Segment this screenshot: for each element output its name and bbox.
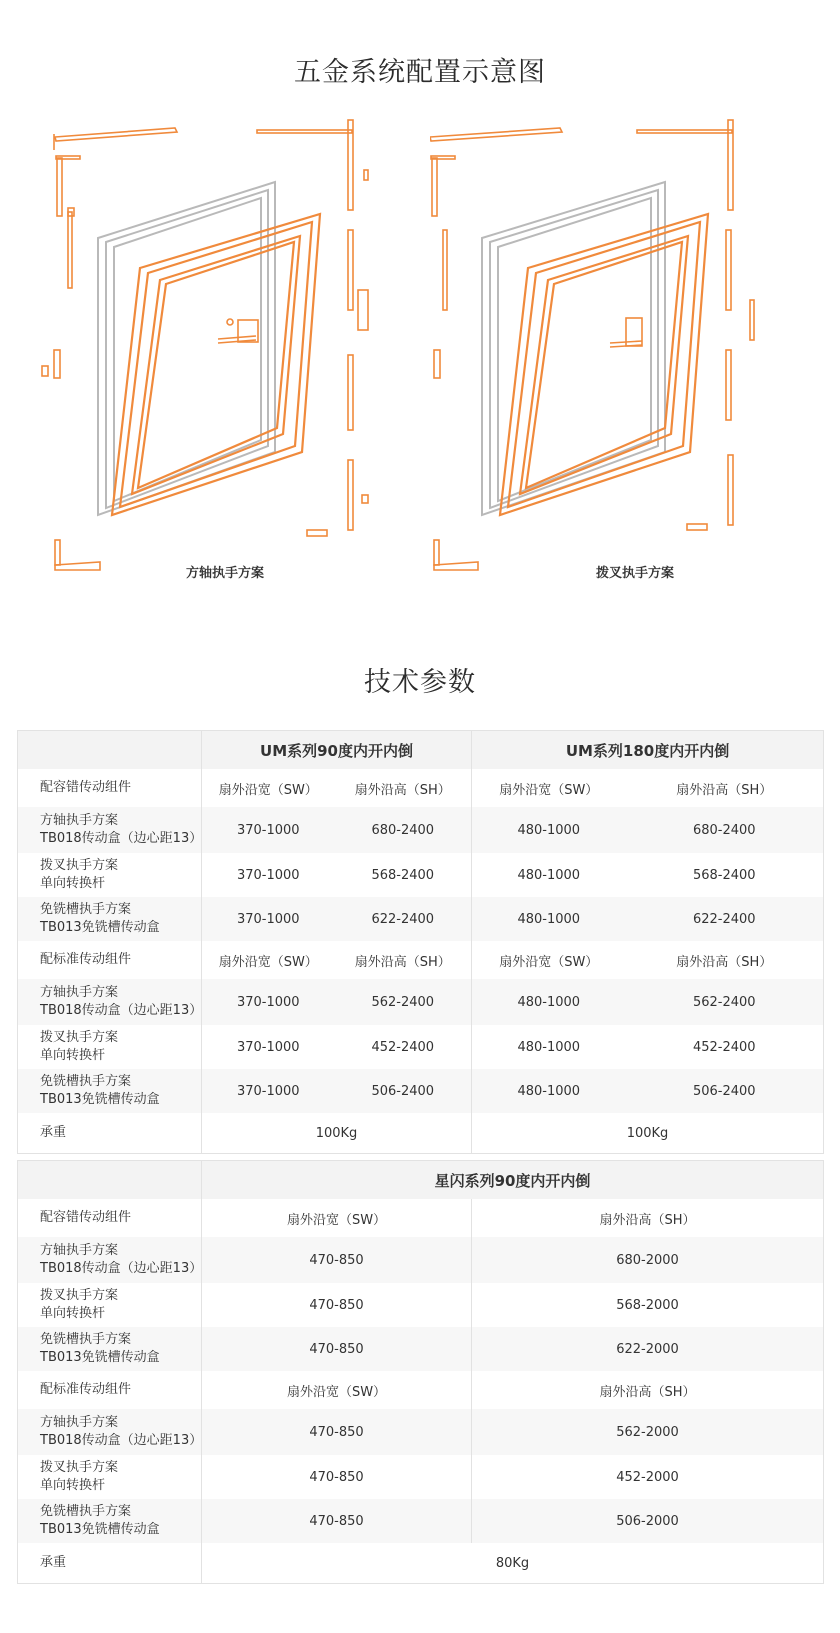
window-exploded-illustration-2 — [430, 110, 830, 620]
window-exploded-illustration — [20, 110, 420, 620]
um-180-header: UM系列180度内开内倒 — [472, 731, 824, 770]
hardware-parts-illustration-2 — [430, 120, 754, 570]
table-row: 免铣槽执手方案 TB013免铣槽传动盒 370-1000 622-2400 480-1000 622-2400 — [18, 897, 824, 941]
load-row: 承重 80Kg — [18, 1543, 824, 1584]
table-row: 免铣槽执手方案 TB013免铣槽传动盒 470-850 506-2000 — [18, 1499, 824, 1543]
caption-square-shaft: 方轴执手方案 — [185, 566, 264, 581]
load-row: 承重 100Kg 100Kg — [18, 1113, 824, 1154]
sash-illustration-2 — [500, 214, 708, 515]
xingshan-header: 星闪系列90度内开内倒 — [202, 1161, 824, 1200]
table-row: 配标准传动组件 扇外沿宽（SW） 扇外沿高（SH） 扇外沿宽（SW） 扇外沿高（SH） — [18, 941, 824, 979]
sash-illustration — [112, 214, 320, 515]
hardware-diagram-square-shaft — [20, 110, 420, 620]
table-header-row — [18, 731, 824, 770]
table-row: 方轴执手方案 TB018传动盒（边心距13） 370-1000 680-2400 480-1000 680-2400 — [18, 807, 824, 853]
table-header-row — [18, 1161, 824, 1200]
table-row: 拨叉执手方案 单向转换杆 470-850 452-2000 — [18, 1455, 824, 1499]
table-row: 拨叉执手方案 单向转换杆 370-1000 452-2400 480-1000 452-2400 — [18, 1025, 824, 1069]
hardware-diagram-fork — [430, 110, 830, 620]
xingshan-spec-table — [17, 1160, 824, 1584]
table-row: 免铣槽执手方案 TB013免铣槽传动盒 470-850 622-2000 — [18, 1327, 824, 1371]
table-row: 拨叉执手方案 单向转换杆 370-1000 568-2400 480-1000 568-2400 — [18, 853, 824, 897]
table-row: 方轴执手方案 TB018传动盒（边心距13） 470-850 680-2000 — [18, 1237, 824, 1283]
table-row: 免铣槽执手方案 TB013免铣槽传动盒 370-1000 506-2400 480-1000 506-2400 — [18, 1069, 824, 1113]
handle-illustration — [218, 319, 258, 343]
um-spec-table — [17, 730, 824, 1154]
spec-title: 技术参数 — [364, 667, 476, 698]
handle-illustration-2 — [610, 318, 642, 347]
table-row: 配标准传动组件 扇外沿宽（SW） 扇外沿高（SH） — [18, 1371, 824, 1409]
caption-fork: 拨叉执手方案 — [595, 566, 674, 581]
hardware-title: 五金系统配置示意图 — [294, 57, 546, 88]
um-90-header: UM系列90度内开内倒 — [202, 731, 472, 770]
table-row: 方轴执手方案 TB018传动盒（边心距13） 370-1000 562-2400 480-1000 562-2400 — [18, 979, 824, 1025]
table-row: 方轴执手方案 TB018传动盒（边心距13） 470-850 562-2000 — [18, 1409, 824, 1455]
table-row: 拨叉执手方案 单向转换杆 470-850 568-2000 — [18, 1283, 824, 1327]
table-row: 配容错传动组件 扇外沿宽（SW） 扇外沿高（SH） 扇外沿宽（SW） 扇外沿高（SH） — [18, 769, 824, 807]
outer-frame-illustration-2 — [482, 182, 665, 515]
hardware-parts-illustration — [42, 120, 368, 570]
table-row: 配容错传动组件 扇外沿宽（SW） 扇外沿高（SH） — [18, 1199, 824, 1237]
